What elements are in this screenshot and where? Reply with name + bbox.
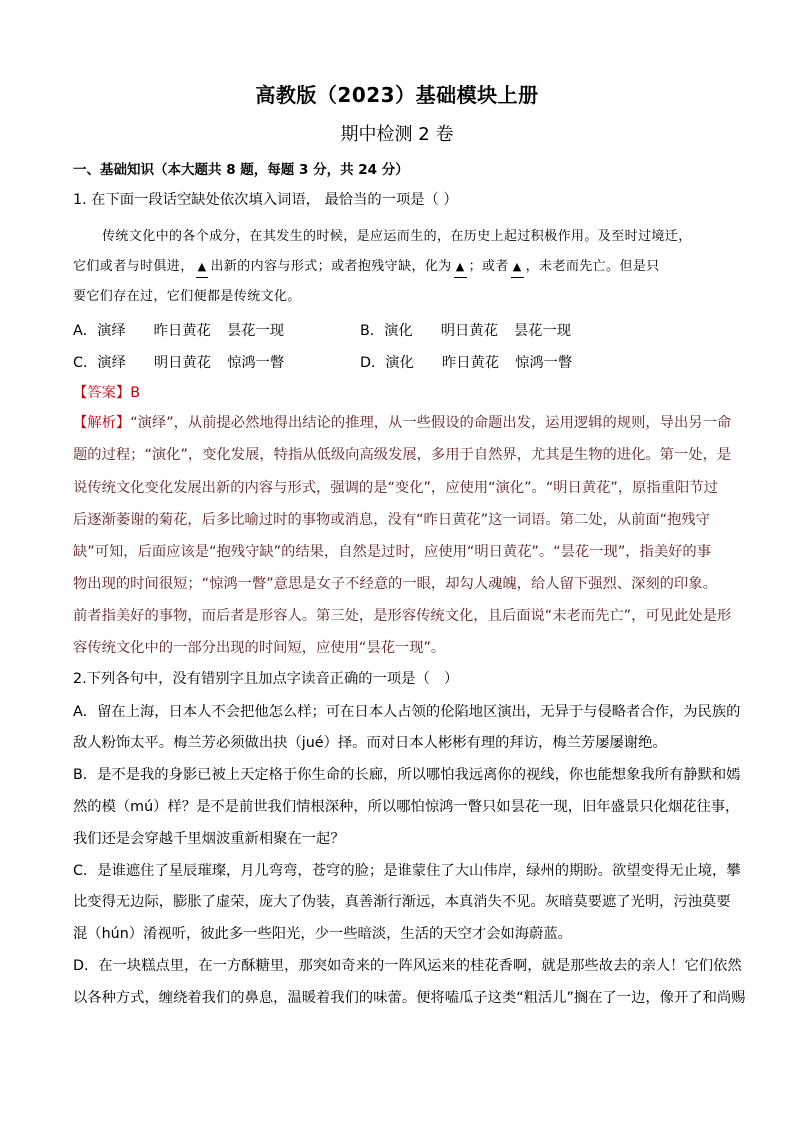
analysis-line-2: 题的过程；“演化”，变化发展，特指从低级向高级发展，多用于自然界，尤其是生物的进化。第一处，是: [73, 447, 732, 463]
passage-seg-a: 它们或者与时俱进，: [73, 259, 194, 274]
q2-option-d-line-2: 以各种方式，缠绕着我们的鼻息，温暖着我们的味蕾。便将嗑瓜子这类“粗活儿”搁在了一边，像开了和尚赐: [73, 990, 746, 1006]
question-1-stem: 1. 在下面一段话空缺处依次填入词语， 最恰当的一项是（ ）: [73, 192, 458, 208]
option-label: C．演绎: [73, 355, 126, 371]
option-b: [360, 320, 571, 340]
page-subtitle: 期中检测 2 卷: [340, 124, 454, 145]
option-word-2: 昙花一现: [513, 323, 572, 339]
passage-seg-d: ，未老而先亡。但是只: [525, 259, 660, 274]
analysis-line-1: [73, 412, 732, 432]
answer-value: B: [130, 385, 140, 401]
q2-option-b-line-3: 我们还是会穿越千里烟波重新相聚在一起？: [73, 831, 345, 847]
q2-option-c-line-1: C．是谁遮住了星辰璀璨，月儿弯弯，苍穹的脸；是谁蒙住了大山伟岸，绿州的期盼。欲望变得无止境，攀: [73, 863, 741, 879]
analysis-line-6: 物出现的时间很短；“惊鸿一瞥”意思是女子不经意的一眼，却勾人魂魄，给人留下强烈、深刻的印象。: [73, 576, 717, 592]
analysis-line-8: 容传统文化中的一部分出现的时间短，应使用“昙花一现”。: [73, 640, 446, 656]
analysis-line-5: 缺”可知，后面应该是“抱残守缺”的结果，自然是过时，应使用“明日黄花”。“昙花一现”，指美好的事: [73, 544, 712, 560]
analysis-line-3: 说传统文化变化发展出新的内容与形式，强调的是“变化”，应使用“演化”。“明日黄花”，原指重阳节过: [73, 480, 718, 496]
page-title: 高教版（2023）基础模块上册: [255, 83, 539, 107]
option-label: D．演化: [360, 355, 414, 371]
option-word-1: 昨日黄花: [441, 355, 500, 371]
option-label: B．演化: [360, 323, 413, 339]
passage-seg-c: ；或者: [468, 259, 509, 274]
fill-blank-1: ▲: [196, 257, 209, 278]
q2-option-c-line-2: 比变得无边际，膨胀了虚荣，庞大了伪装，真善渐行渐远，本真消失不见。灰暗莫要遮了光明，污浊莫要: [73, 894, 731, 910]
option-word-2: 惊鸿一瞥: [515, 355, 573, 371]
answer-tag: 【答案】: [73, 385, 131, 401]
q2-option-a-line-2: 敌人粉饰太平。梅兰芳必须做出抉（jué）择。而对日本人彬彬有理的拜访，梅兰芳屡屡谢绝。: [73, 735, 667, 751]
option-word-2: 昙花一现: [226, 323, 285, 339]
option-word-2: 惊鸿一瞥: [227, 355, 285, 371]
passage-line-1: 传统文化中的各个成分，在其发生的时候，是应运而生的，在历史上起过积极作用。及至时过境迁，: [102, 229, 692, 244]
option-word-1: 明日黄花: [153, 355, 212, 371]
q2-option-d-line-1: D．在一块糕点里，在一方酥糖里，那突如奇来的一阵风运来的桂花香啊，就是那些故去的亲人！它们依然: [73, 958, 742, 974]
analysis-line-7: 前者指美好的事物，而后者是形容人。第三处，是形容传统文化，且后面说“未老而先亡”，可见此处是形: [73, 608, 732, 624]
option-word-1: 昨日黄花: [153, 323, 211, 339]
option-label: A．演绎: [73, 323, 126, 339]
passage-line-3: 要它们存在过，它们便都是传统文化。: [73, 289, 301, 304]
answer-line: [73, 383, 140, 403]
option-d: [360, 352, 572, 372]
q2-option-b-line-1: B．是不是我的身影已被上天定格于你生命的长廊，所以哪怕我远离你的视线，你也能想象我所有静默和嫣: [73, 767, 741, 783]
question-2-stem: 2.下列各句中，没有错别字且加点字读音正确的一项是（ ）: [73, 671, 459, 687]
analysis-line-4: 后逐渐萎谢的菊花，后多比喻过时的事物或消息，没有“昨日黄花”这一词语。第二处，从前面“抱残守: [73, 512, 710, 528]
fill-blank-2: ▲: [454, 257, 467, 278]
section-heading: 一、基础知识（本大题共 8 题，每题 3 分，共 24 分）: [73, 162, 409, 178]
fill-blank-3: ▲: [511, 257, 524, 278]
analysis-text: “演绎”，从前提必然地得出结论的推理，从一些假设的命题出发，运用逻辑的规则，导出另一命: [130, 415, 732, 431]
q2-option-a-line-1: A．留在上海，日本人不会把他怎么样；可在日本人占领的伦陷地区演出，无异于与侵略者合作，为民族的: [73, 704, 741, 720]
option-c: [73, 352, 284, 372]
option-a: [73, 320, 284, 340]
q2-option-c-line-3: 混（hún）淆视听，彼此多一些阳光，少一些暗淡，生活的天空才会如海蔚蓝。: [73, 926, 572, 942]
q2-option-b-line-2: 然的模（mú）样？是不是前世我们情根深种，所以哪怕惊鸿一瞥只如昙花一现，旧年盛景只化烟花往事，: [73, 799, 740, 815]
passage-line-2: [73, 257, 660, 278]
analysis-tag: 【解析】: [73, 415, 131, 431]
option-word-1: 明日黄花: [440, 323, 498, 339]
passage-seg-b: 出新的内容与形式；或者抱残守缺，化为: [210, 259, 452, 274]
